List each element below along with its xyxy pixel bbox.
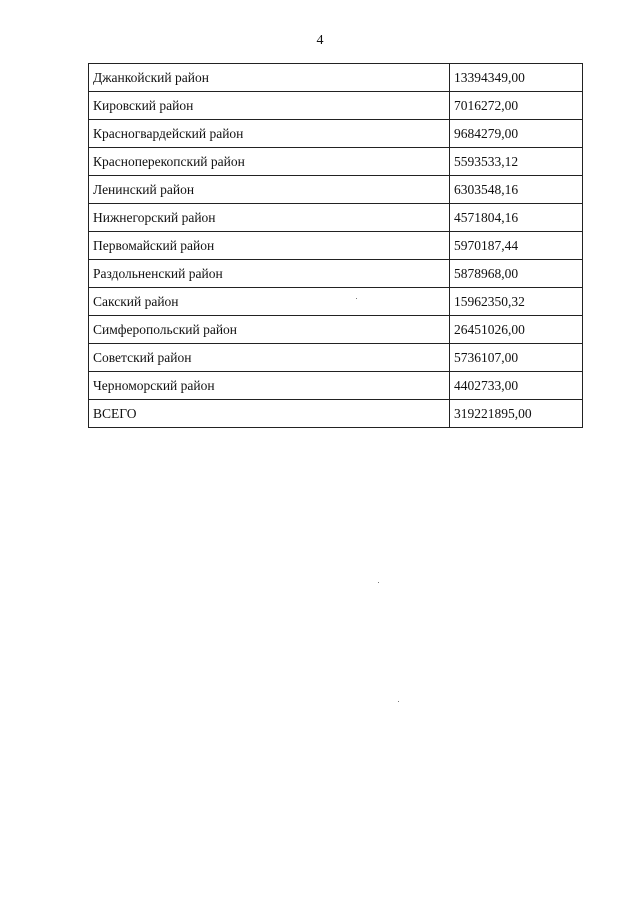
district-amount: 5970187,44 <box>450 232 583 260</box>
district-amount: 7016272,00 <box>450 92 583 120</box>
table-row <box>89 176 583 204</box>
table-row <box>89 204 583 232</box>
district-name: Первомайский район <box>89 232 450 260</box>
district-amount: 6303548,16 <box>450 176 583 204</box>
district-name: Нижнегорский район <box>89 204 450 232</box>
district-name: Джанкойский район <box>89 64 450 92</box>
total-label: ВСЕГО <box>89 400 450 428</box>
page-number: 4 <box>316 33 324 48</box>
district-name: Ленинский район <box>89 176 450 204</box>
scan-speck <box>398 701 399 702</box>
table-row <box>89 148 583 176</box>
table-row <box>89 260 583 288</box>
district-name: Раздольненский район <box>89 260 450 288</box>
table-row <box>89 344 583 372</box>
table-row <box>89 316 583 344</box>
table-row <box>89 372 583 400</box>
table-row <box>89 64 583 92</box>
district-amount: 5736107,00 <box>450 344 583 372</box>
district-name: Кировский район <box>89 92 450 120</box>
total-row <box>89 400 583 428</box>
table-row <box>89 232 583 260</box>
district-name: Красногвардейский район <box>89 120 450 148</box>
scan-speck <box>378 582 379 583</box>
district-amount: 5878968,00 <box>450 260 583 288</box>
district-amount: 15962350,32 <box>450 288 583 316</box>
district-name: Красноперекопский район <box>89 148 450 176</box>
total-amount: 319221895,00 <box>450 400 583 428</box>
district-amount: 26451026,00 <box>450 316 583 344</box>
district-amount: 9684279,00 <box>450 120 583 148</box>
district-name: Сакский район <box>89 288 450 316</box>
district-name: Черноморский район <box>89 372 450 400</box>
table-row <box>89 92 583 120</box>
district-amount: 13394349,00 <box>450 64 583 92</box>
district-amounts-table <box>88 63 583 428</box>
scan-speck <box>356 298 357 299</box>
district-amount: 5593533,12 <box>450 148 583 176</box>
district-name: Симферопольский район <box>89 316 450 344</box>
district-amount: 4402733,00 <box>450 372 583 400</box>
table-row <box>89 120 583 148</box>
district-amount: 4571804,16 <box>450 204 583 232</box>
district-name: Советский район <box>89 344 450 372</box>
table-row <box>89 288 583 316</box>
